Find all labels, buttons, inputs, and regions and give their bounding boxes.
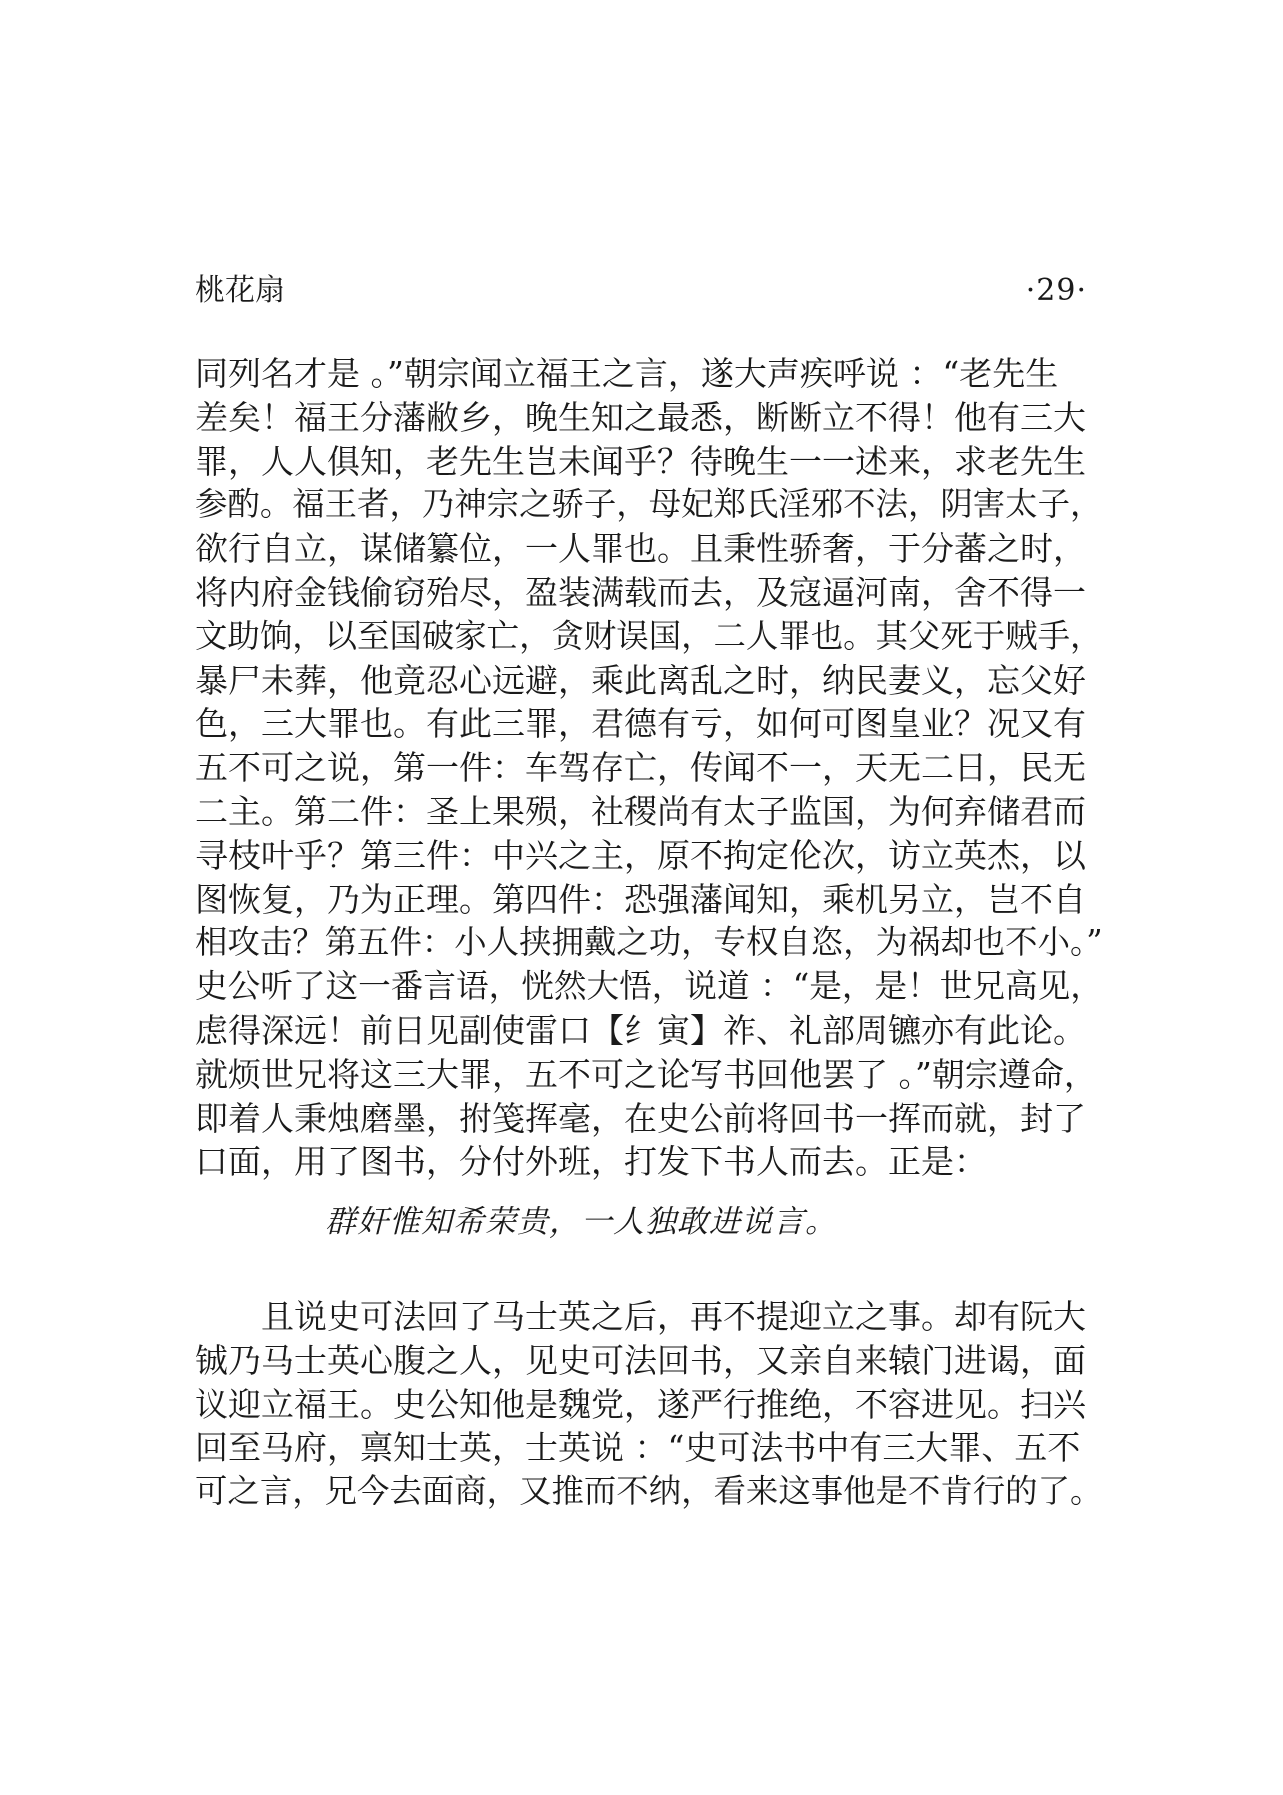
text-line: 色，三大罪也。有此三罪，君德有亏，如何可图皇业？况又有: [195, 704, 1086, 744]
paragraph-narration: [195, 1295, 1103, 1514]
text-line: 虑得深远！前日见副使雷口【纟寅】祚、礼部周镳亦有此论。: [195, 1010, 1086, 1050]
running-header: [195, 268, 1087, 314]
text-line: 即着人秉烛磨墨，拊笺挥毫，在史公前将回书一挥而就，封了: [195, 1098, 1086, 1138]
text-line: 将内府金钱偷窃殆尽，盈装满载而去，及寇逼河南，舍不得一: [195, 572, 1086, 612]
book-title: 桃花扇: [195, 273, 285, 308]
text-line: 欲行自立，谋储纂位，一人罪也。且秉性骄奢，于分蕃之时，: [195, 529, 1086, 569]
text-line: 就烦世兄将这三大罪，五不可之论写书回他罢了 。”朝宗遵命，: [195, 1054, 1097, 1094]
text-line: 回至马府，禀知士英，士英说 ：“史可法书中有三大罪、五不: [195, 1428, 1081, 1468]
text-line: 且说史可法回了马士英之后，再不提迎立之事。却有阮大: [195, 1297, 1086, 1336]
text-line: 同列名才是 。”朝宗闻立福王之言，遂大声疾呼说 ：“老先生: [195, 354, 1059, 393]
text-line: 二主。第二件：圣上果殒，社稷尚有太子监国，为何弃储君而: [195, 791, 1086, 831]
page-number: ·29·: [1025, 273, 1087, 308]
text-line: 差矣！福王分藩敝乡，晚生知之最悉，断断立不得！他有三大: [195, 397, 1086, 437]
verse-couplet: 群奸惟知希荣贵，一人独敢进说言。: [325, 1204, 837, 1240]
text-line: 议迎立福王。史公知他是魏党，遂严行推绝，不容进见。扫兴: [195, 1384, 1086, 1424]
text-line: 史公听了这一番言语，恍然大悟，说道 ：“是，是！世兄高见，: [195, 967, 1103, 1006]
text-line: 相攻击？第五件：小人挟拥戴之功，专权自恣，为祸却也不小。”: [195, 923, 1103, 962]
text-line: 罪，人人俱知，老先生岂未闻乎？待晚生一一述来，求老先生: [195, 441, 1086, 481]
text-line: 文助饷，以至国破家亡，贪财误国，二人罪也。其父死于贼手，: [195, 616, 1103, 655]
text-line: 铖乃马士英心腹之人，见史可法回书，又亲自来辕门进谒，面: [195, 1340, 1086, 1380]
text-line: 口面，用了图书，分付外班，打发下书人而去。正是：: [195, 1142, 987, 1182]
text-line: 寻枝叶乎？第三件：中兴之主，原不拘定伦次，访立英杰，以: [195, 835, 1086, 875]
text-line: 五不可之说，第一件：车驾存亡，传闻不一，天无二日，民无: [195, 748, 1086, 788]
text-line: 可之言，兄今去面商，又推而不纳，看来这事他是不肯行的了。: [195, 1472, 1103, 1511]
text-line: 图恢复，乃为正理。第四件：恐强藩闻知，乘机另立，岂不自: [195, 879, 1086, 919]
text-line: 暴尸未葬，他竟忍心远避，乘此离乱之时，纳民妻义，忘父好: [195, 660, 1086, 700]
paragraph-dialogue: [195, 352, 1103, 1184]
text-line: 参酌。福王者，乃神宗之骄子，母妃郑氏淫邪不法，阴害太子，: [195, 485, 1103, 524]
